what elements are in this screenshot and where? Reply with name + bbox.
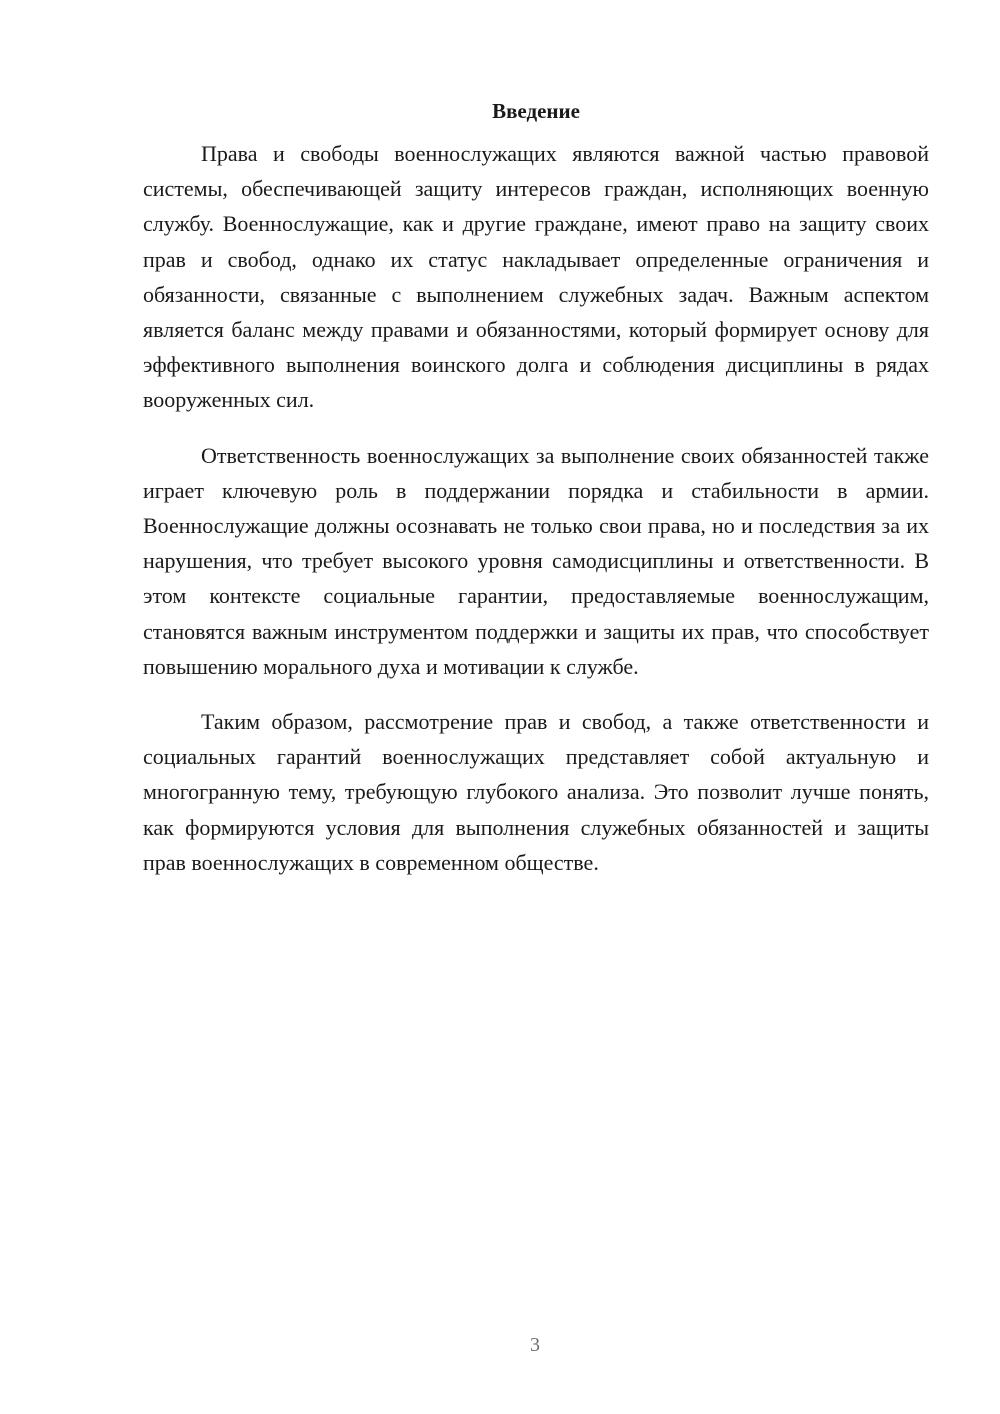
paragraph-3: Таким образом, рассмотрение прав и свобод, а также ответственности и социальных гарантий военнослужащих представляет собой актуальную и многогранную тему, требующую глубокого анализа. Это позволит лучше понять, как формируются условия для выполнения служебных обязанностей и защиты прав военнослужащих в современном обществе. (143, 709, 929, 875)
paragraph-2: Ответственность военнослужащих за выполнение своих обязанностей также играет ключевую роль в поддержании порядка и стабильности в армии. Военнослужащие должны осознавать не только свои права, но и последствия за их нарушения, что требует высокого уровня самодисциплины и ответственности. В этом контексте социальные гарантии, предоставляемые военнослужащим, становятся важным инструментом поддержки и защиты их прав, что способствует повышению морального духа и мотивации к службе. (143, 442, 929, 679)
section-heading: Введение (492, 99, 580, 123)
paragraph-1: Права и свободы военнослужащих являются важной частью правовой системы, обеспечивающей защиту интересов граждан, исполняющих военную службу. Военнослужащие, как и другие граждане, имеют право на защиту своих прав и свобод, однако их статус накладывает определенные ограничения и обязанности, связанные с выполнением служебных задач. Важным аспектом является баланс между правами и обязанностями, который формирует основу для эффективного выполнения воинского долга и соблюдения дисциплины в рядах вооруженных сил. (143, 141, 929, 413)
page-number: 3 (530, 1334, 540, 1356)
page-content (143, 94, 929, 880)
